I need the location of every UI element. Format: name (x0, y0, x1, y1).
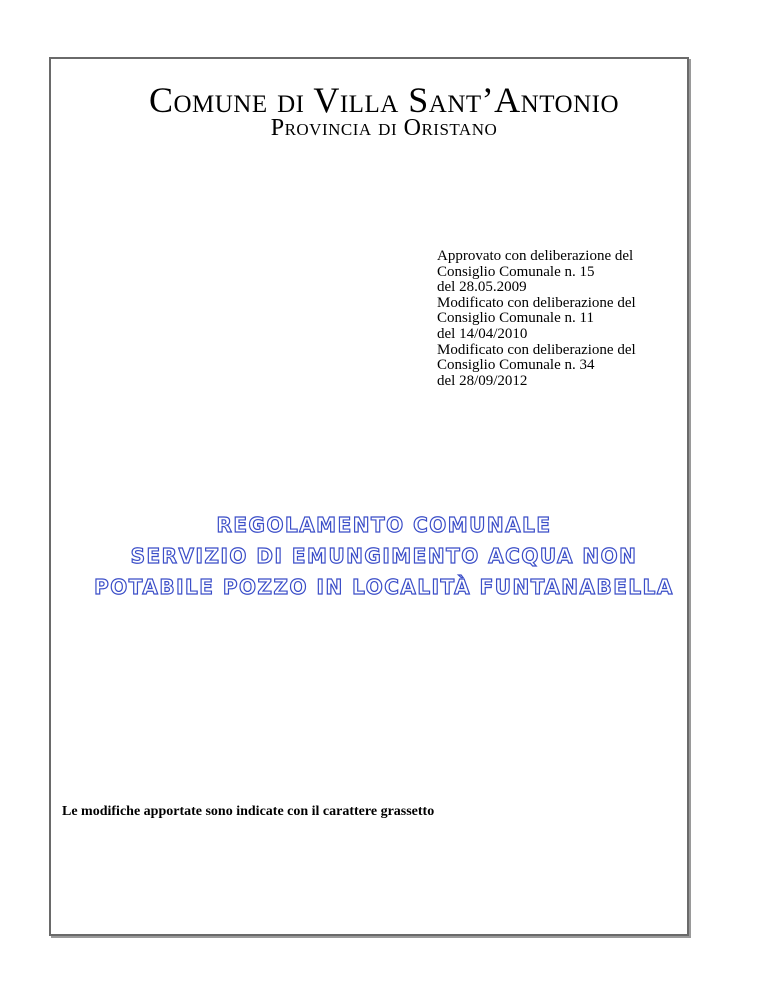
modifications-footnote: Le modifiche apportate sono indicate con il carattere grassetto (62, 804, 435, 819)
approval-line: Modificato con deliberazione del (437, 294, 636, 311)
regulation-title (0, 510, 768, 603)
approval-line: Consiglio Comunale n. 15 (437, 263, 595, 280)
approval-line: Consiglio Comunale n. 11 (437, 310, 594, 327)
approval-line: del 14/04/2010 (437, 325, 528, 342)
municipality-title: Comune di Villa Sant’Antonio (148, 80, 620, 120)
regulation-title-line: POTABILE POZZO IN LOCALITÀ FUNTANABELLA (94, 575, 674, 599)
approval-notes (437, 249, 682, 389)
approval-line: Approvato con deliberazione del (437, 248, 634, 264)
regulation-title-line: REGOLAMENTO COMUNALE (216, 513, 552, 537)
approval-line: del 28.05.2009 (437, 279, 527, 296)
approval-line: Consiglio Comunale n. 34 (437, 357, 595, 374)
approval-line: Modificato con deliberazione del (437, 341, 636, 358)
approval-line: del 28/09/2012 (437, 372, 528, 389)
province-subtitle: Provincia di Oristano (270, 115, 498, 141)
regulation-title-line: SERVIZIO DI EMUNGIMENTO ACQUA NON (130, 544, 638, 568)
